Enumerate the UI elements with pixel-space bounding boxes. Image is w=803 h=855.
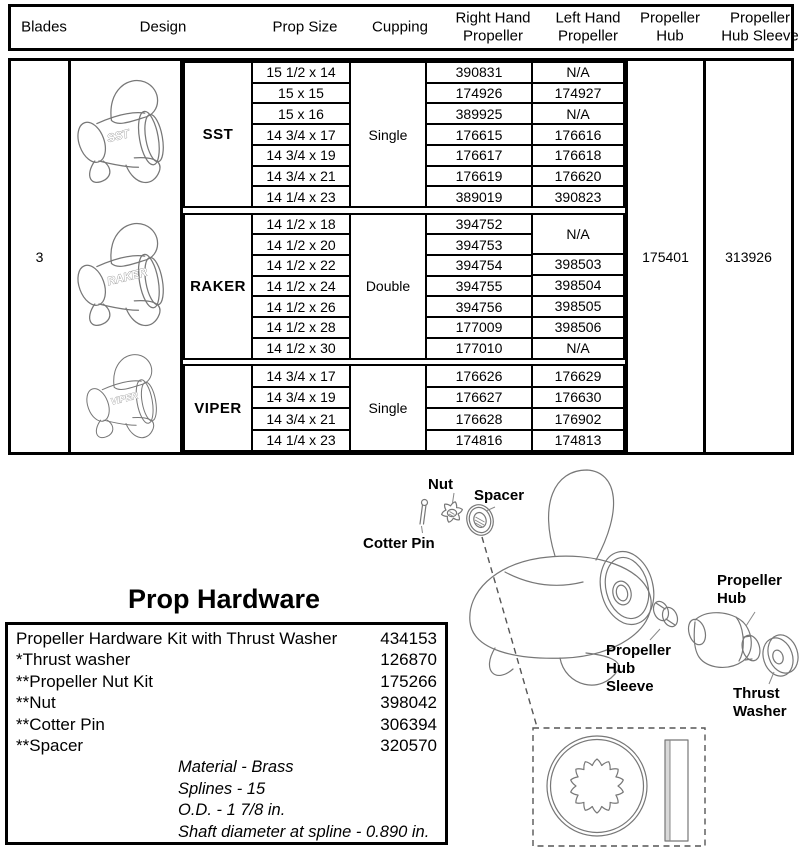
spline-detail-box (533, 728, 705, 846)
prop-size-column (253, 63, 351, 206)
right-hand-part-cell: 390831 (427, 63, 531, 84)
right-hand-part-cell: 176626 (427, 366, 531, 388)
blades-value: 3 (11, 61, 71, 452)
header-cupping: Cupping (372, 18, 428, 36)
prop-size-cell: 14 1/2 x 26 (253, 297, 349, 318)
design-group-sst (183, 61, 625, 208)
prop-size-cell: 14 3/4 x 21 (253, 409, 349, 431)
design-name: VIPER (185, 366, 253, 450)
left-hand-part-cell: N/A (566, 340, 590, 356)
left-hand-part-cell: 174927 (533, 84, 623, 105)
prop-size-cell: 14 1/2 x 30 (266, 340, 336, 357)
hardware-note: Shaft diameter at spline - 0.890 in. (178, 822, 430, 841)
right-hand-part-cell: 394754 (427, 256, 531, 277)
right-hand-part-cell: 174816 (455, 432, 503, 449)
left-hand-column (533, 215, 623, 358)
left-hand-column (533, 366, 623, 450)
cotter-pin-drawing (420, 500, 428, 534)
left-hand-part-cell: N/A (533, 215, 623, 255)
cotter-pin-label: Cotter Pin (363, 535, 435, 552)
prop-size-cell: 14 1/4 x 23 (266, 432, 336, 449)
prop-size-cell: 15 1/2 x 14 (253, 63, 349, 84)
design-image-raker (74, 209, 178, 347)
left-hand-part-cell: 174813 (554, 432, 602, 449)
left-hand-part-cell: 398505 (533, 297, 623, 318)
right-hand-part-cell: 176619 (427, 167, 531, 188)
prop-size-cell: 14 1/2 x 28 (253, 318, 349, 339)
left-hand-part-cell: 176630 (533, 388, 623, 410)
right-hand-part-cell: 177010 (455, 340, 503, 357)
thrust-washer-label: Thrust Washer (733, 685, 787, 720)
left-hand-part-cell: 176629 (533, 366, 623, 388)
cupping-value: Single (351, 366, 427, 450)
header-right-hand-propeller: Right Hand Propeller (455, 8, 531, 45)
left-hand-part-cell: 176902 (533, 409, 623, 431)
right-hand-part-cell: 394753 (427, 235, 531, 256)
design-group-viper (183, 364, 625, 452)
left-hand-part-cell: 176616 (533, 125, 623, 146)
header-prop-size: Prop Size (272, 18, 338, 36)
hardware-item-part-number: 306394 (380, 714, 437, 734)
left-hand-part-cell: 176618 (533, 146, 623, 167)
nut-drawing (442, 493, 463, 522)
design-logo-text: SST (105, 128, 131, 146)
propeller-hub-label: Propeller Hub (717, 572, 783, 607)
table-header (8, 4, 799, 51)
prop-size-column (253, 215, 351, 358)
detail-leader-line (482, 537, 537, 727)
hardware-note: Splines - 15 (178, 779, 266, 798)
propeller-hub-sleeve-part-number: 313926 (703, 61, 791, 452)
hardware-note: Material - Brass (178, 758, 294, 777)
header-propeller-hub: Propeller Hub (639, 8, 701, 45)
header-design: Design (139, 18, 187, 36)
prop-size-cell: 15 x 16 (253, 104, 349, 125)
design-image-viper (74, 349, 178, 449)
left-hand-part-cell: N/A (533, 63, 623, 84)
hardware-item-name: *Thrust washer (16, 650, 131, 670)
cupping-value: Double (351, 215, 427, 358)
right-hand-column (427, 215, 533, 358)
design-logo-text: VIPER (109, 390, 139, 407)
propeller-hub-drawing (686, 612, 763, 667)
hardware-item-name: **Cotter Pin (16, 714, 105, 734)
hardware-item-part-number: 320570 (380, 736, 437, 756)
exploded-view-art (355, 460, 803, 850)
prop-size-cell: 14 3/4 x 19 (253, 146, 349, 167)
thrust-washer-drawing (758, 631, 803, 684)
propeller-spec-table (8, 58, 794, 455)
prop-size-cell: 14 3/4 x 17 (253, 125, 349, 146)
propeller-hub-sleeve-label: Propeller Hub Sleeve (606, 642, 672, 695)
right-hand-part-cell: 176615 (427, 125, 531, 146)
left-hand-part-cell: 390823 (554, 188, 602, 205)
right-hand-part-cell: 176617 (427, 146, 531, 167)
prop-size-cell: 14 1/2 x 24 (253, 277, 349, 298)
hardware-item-part-number: 434153 (380, 628, 437, 648)
propeller-hub-sleeve-drawing (650, 599, 680, 640)
detail-rect-shading (665, 740, 670, 841)
hardware-item-name: Propeller Hardware Kit with Thrust Washer (16, 628, 338, 648)
right-hand-part-cell: 174926 (427, 84, 531, 105)
design-name: SST (185, 63, 253, 206)
design-group-raker (183, 213, 625, 360)
propeller-hub-part-number: 175401 (625, 61, 703, 452)
left-hand-part-cell: 398504 (533, 276, 623, 297)
left-hand-part-cell: 176620 (533, 167, 623, 188)
design-logo-text: RAKER (105, 266, 149, 288)
hardware-item-part-number: 175266 (380, 671, 437, 691)
right-hand-column (427, 63, 533, 206)
exploded-view-diagram (355, 460, 803, 850)
header-propeller-hub-sleeve: Propeller Hub Sleeve (721, 8, 799, 45)
right-hand-column (427, 366, 533, 450)
design-groups (183, 61, 625, 452)
cupping-value: Single (351, 63, 427, 206)
prop-size-cell: 14 1/2 x 22 (253, 256, 349, 277)
right-hand-part-cell: 394752 (427, 215, 531, 236)
hardware-item-part-number: 398042 (380, 693, 437, 713)
header-left-hand-propeller: Left Hand Propeller (555, 8, 621, 45)
right-hand-part-cell: 177009 (427, 318, 531, 339)
right-hand-part-cell: 176628 (427, 409, 531, 431)
left-hand-part-cell: 398506 (533, 318, 623, 339)
prop-size-cell: 14 3/4 x 17 (253, 366, 349, 388)
header-blades: Blades (21, 18, 67, 36)
right-hand-part-cell: 394756 (427, 297, 531, 318)
right-hand-part-cell: 389019 (455, 188, 503, 205)
hardware-item-part-number: 126870 (380, 650, 437, 670)
spacer-drawing (463, 501, 497, 539)
left-hand-part-cell: 398503 (533, 255, 623, 276)
prop-size-cell: 14 3/4 x 19 (253, 388, 349, 410)
right-hand-part-cell: 389925 (427, 104, 531, 125)
design-images-column (71, 61, 183, 452)
left-hand-column (533, 63, 623, 206)
prop-size-cell: 14 1/4 x 23 (266, 188, 336, 205)
prop-hardware-title: Prop Hardware (127, 584, 321, 614)
prop-size-cell: 15 x 15 (253, 84, 349, 105)
design-image-sst (74, 64, 178, 206)
design-name: RAKER (185, 215, 253, 358)
prop-size-cell: 14 3/4 x 21 (253, 167, 349, 188)
nut-label: Nut (428, 476, 453, 493)
spacer-label: Spacer (474, 487, 525, 504)
hardware-item-name: **Spacer (16, 736, 84, 756)
hardware-item-name: **Propeller Nut Kit (16, 671, 154, 691)
hardware-item-name: **Nut (16, 693, 56, 713)
prop-size-cell: 14 1/2 x 20 (253, 235, 349, 256)
prop-size-column (253, 366, 351, 450)
right-hand-part-cell: 394755 (427, 277, 531, 298)
prop-size-cell: 14 1/2 x 18 (253, 215, 349, 236)
hardware-note: O.D. - 1 7/8 in. (178, 801, 286, 820)
left-hand-part-cell: N/A (533, 104, 623, 125)
right-hand-part-cell: 176627 (427, 388, 531, 410)
